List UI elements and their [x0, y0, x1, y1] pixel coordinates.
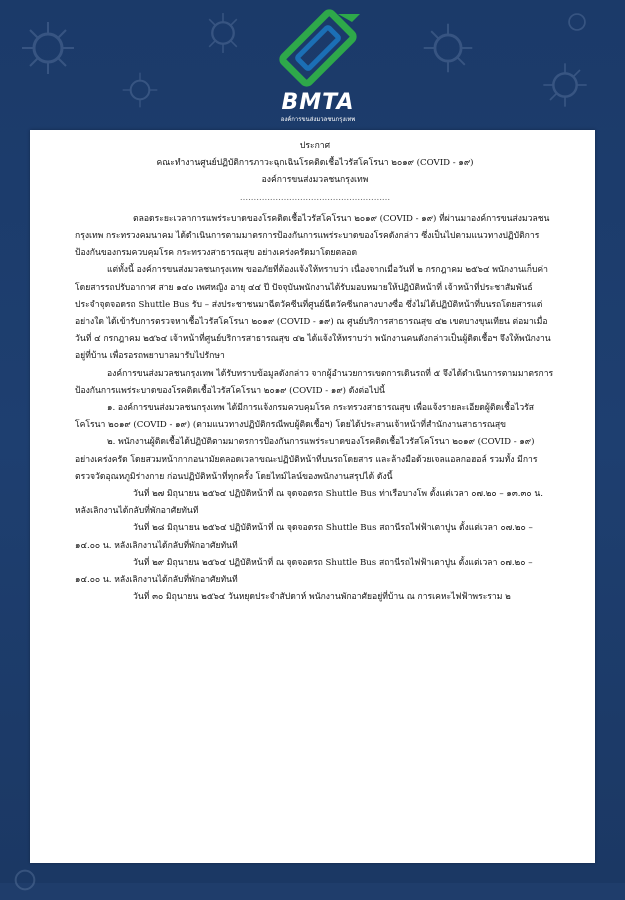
bmta-logo-icon	[268, 8, 368, 90]
virus-icon	[120, 70, 160, 110]
timeline-item: วันที่ ๒๙ มิถุนายน ๒๕๖๔ ปฏิบัติหน้าที่ ณ จุดจอดรถ Shuttle Bus สถานีรถไฟฟ้าเตาปูน ตั้งแต่เวลา ๐๗.๒๐ – ๑๔.๐๐ น. หลังเลิกงานได้กลับที่พักอาศัยทันที	[75, 557, 533, 586]
list-item-1: ๑. องค์การขนส่งมวลชนกรุงเทพ ได้มีการแจ้งกรมควบคุมโรค กระทรวงสาธารณสุข เพื่อแจ้งรายละเอียดผู้ติดเชื้อไวรัสโคโรนา ๒๐๑๙ (COVID - ๑๙) (ตามแนวทางปฏิบัติกรณีพบผู้ติดเชื้อฯ) โดยได้ประสานเจ้าหน้าที่สำนักงานสาธารณสุข	[75, 403, 535, 431]
paragraph-1: ตลอดระยะเวลาการแพร่ระบาดของโรคติดเชื้อไวรัสโคโรนา ๒๐๑๙ (COVID - ๑๙) ที่ผ่านมาองค์การขนส่งมวลชนกรุงเทพ กระทรวงคมนาคม ได้ดำเนินการตามมาตรการป้องกันการแพร่ระบาดของโรคดังกล่าว ซึ่งเป็นไปตามแนวทางปฏิบัติการป้องกันของกรมควบคุมโรค กระทรวงสาธารณสุข อย่างเคร่งครัดมาโดยตลอด	[75, 213, 550, 259]
timeline-item: วันที่ ๒๗ มิถุนายน ๒๕๖๔ ปฏิบัติหน้าที่ ณ จุดจอดรถ Shuttle Bus ท่าเรือบางโพ ตั้งแต่เวลา ๐๗.๒๐ – ๑๓.๓๐ น. หลังเลิกงานได้กลับที่พักอาศัยทันที	[75, 489, 543, 517]
paragraph-2: แต่ทั้งนี้ องค์การขนส่งมวลชนกรุงเทพ ขออภัยที่ต้องแจ้งให้ทราบว่า เนื่องจากเมื่อวันที่ ๒ กรกฎาคม ๒๕๖๔ พนักงานเก็บค่าโดยสารรถปรับอากาศ สาย ๑๔๐ เพศหญิง อายุ ๔๔ ปี ปัจจุบันพนักงานได้รับมอบหมายให้ปฏิบัติหน้าที่ เจ้าหน้าที่ประชาสัมพันธ์ประจำจุดจอดรถ Shuttle Bus รับ – ส่งประชาชนมาฉีดวัคซีนที่ศูนย์ฉีดวัคซีนกลางบางซื่อ ซึ่งไม่ได้ปฏิบัติหน้าที่บนรถโดยสารแต่อย่างใด ได้เข้ารับการตรวจหาเชื้อไวรัสโคโรนา ๒๐๑๙ (COVID - ๑๙) ณ ศูนย์บริการสาธารณสุข ๔๒ เขตบางขุนเทียน ต่อมาเมื่อวันที่ ๔ กรกฎาคม ๒๕๖๔ เจ้าหน้าที่ศูนย์บริการสาธารณสุข ๔๒ ได้แจ้งให้ทราบว่า พนักงานคนดังกล่าวเป็นผู้ติดเชื้อฯ จึงให้พนักงานอยู่ที่บ้าน เพื่อรอรถพยาบาลมารับไปรักษา	[75, 265, 551, 362]
timeline-item: วันที่ ๒๘ มิถุนายน ๒๕๖๔ ปฏิบัติหน้าที่ ณ จุดจอดรถ Shuttle Bus สถานีรถไฟฟ้าเตาปูน ตั้งแต่เวลา ๐๗.๒๐ – ๑๔.๐๐ น. หลังเลิกงานได้กลับที่พักอาศัยทันที	[75, 523, 533, 551]
committee-name: คณะทำงานศูนย์ปฏิบัติการภาวะฉุกเฉินโรคติดเชื้อไวรัสโคโรนา ๒๐๑๙ (COVID - ๑๙)	[156, 158, 474, 169]
virus-icon	[540, 60, 590, 110]
virus-icon	[18, 18, 78, 78]
logo-wordmark: BMTA	[281, 90, 355, 115]
announcement-content	[75, 138, 555, 606]
header-separator: .......................................................	[239, 192, 391, 203]
announcement-header	[75, 138, 555, 207]
paragraph-3: องค์การขนส่งมวลชนกรุงเทพ ได้รับทราบข้อมูลดังกล่าว จากผู้อำนวยการเขตการเดินรถที่ ๕ จึงได้ดำเนินการตามมาตรการป้องกันการแพร่ระบาดของโรคติดเชื้อไวรัสโคโรนา ๒๐๑๙ (COVID - ๑๙) ดังต่อไปนี้	[75, 368, 554, 396]
announcement-heading: ประกาศ	[299, 141, 331, 151]
virus-icon	[560, 5, 594, 39]
list-item-2: ๒. พนักงานผู้ติดเชื้อได้ปฏิบัติตามมาตรการป้องกันการแพร่ระบาดของโรคติดเชื้อไวรัสโคโรนา ๒๐๑๙ (COVID - ๑๙) อย่างเคร่งครัด โดยสวมหน้ากากอนามัยตลอดเวลาขณะปฏิบัติหน้าที่บนรถโดยสาร และล้างมือด้วยเจลแอลกอฮอล์ รวมทั้ง มีการตรวจวัดอุณหภูมิร่างกาย ก่อนปฏิบัติหน้าที่ทุกครั้ง โดยไทม์ไลน์ของพนักงานสรุปได้ ดังนี้	[75, 437, 538, 482]
timeline-item: วันที่ ๓๐ มิถุนายน ๒๕๖๔ วันหยุดประจำสัปดาห์ พนักงานพักอาศัยอยู่ที่บ้าน ณ การเคหะไฟฟ้าพระราม ๒	[133, 592, 511, 603]
organization-name: องค์การขนส่งมวลชนกรุงเทพ	[261, 175, 369, 186]
virus-icon	[5, 860, 45, 900]
bmta-logo	[268, 8, 368, 123]
announcement-paper	[30, 130, 595, 863]
virus-icon	[420, 20, 476, 76]
logo-tagline: องค์การขนส่งมวลชนกรุงเทพ	[280, 116, 356, 123]
virus-icon	[200, 10, 246, 56]
